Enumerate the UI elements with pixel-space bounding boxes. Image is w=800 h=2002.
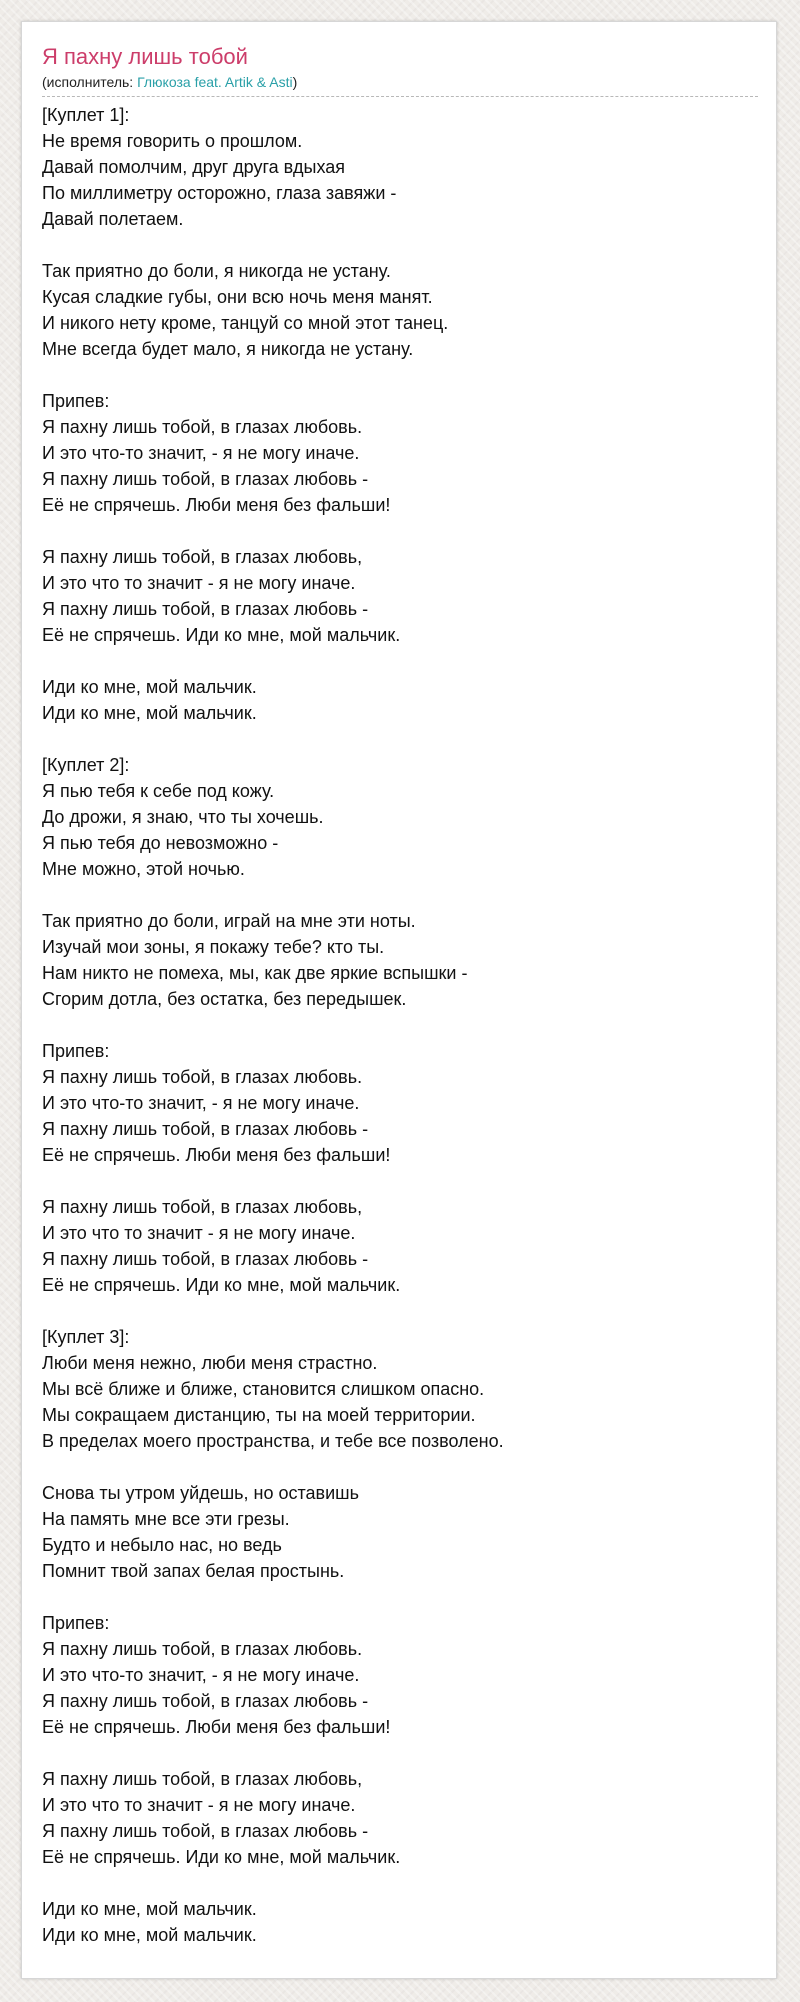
lyric-line: Я пахну лишь тобой, в глазах любовь -: [42, 1119, 369, 1139]
lyrics-stanza: [42, 258, 758, 362]
lyric-line: Изучай мои зоны, я покажу тебе? кто ты.: [42, 937, 385, 957]
lyric-line: Не время говорить о прошлом.: [42, 131, 303, 151]
lyric-line: Я пахну лишь тобой, в глазах любовь.: [42, 1067, 363, 1087]
lyric-line: Я пахну лишь тобой, в глазах любовь.: [42, 1639, 363, 1659]
lyrics-stanza: [42, 544, 758, 648]
lyric-line: Я пахну лишь тобой, в глазах любовь -: [42, 1249, 369, 1269]
lyric-line: Будто и небыло нас, но ведь: [42, 1535, 282, 1555]
lyric-line: Я пью тебя до невозможно -: [42, 833, 279, 853]
lyric-line: Припев:: [42, 391, 110, 411]
lyrics-stanza: [42, 388, 758, 518]
lyric-line: Снова ты утром уйдешь, но оставишь: [42, 1483, 359, 1503]
lyric-line: Её не спрячешь. Люби меня без фальши!: [42, 1145, 391, 1165]
lyric-line: Мне можно, этой ночью.: [42, 859, 245, 879]
lyric-line: Так приятно до боли, я никогда не устану.: [42, 261, 391, 281]
lyric-line: Давай полетаем.: [42, 209, 184, 229]
lyrics-text: [42, 102, 758, 1974]
lyric-line: Я пью тебя к себе под кожу.: [42, 781, 275, 801]
lyric-line: И никого нету кроме, танцуй со мной этот танец.: [42, 313, 449, 333]
lyric-line: Я пахну лишь тобой, в глазах любовь -: [42, 1821, 369, 1841]
lyric-line: И это что-то значит, - я не могу иначе.: [42, 443, 360, 463]
lyric-line: Её не спрячешь. Люби меня без фальши!: [42, 1717, 391, 1737]
lyric-line: Помнит твой запах белая простынь.: [42, 1561, 345, 1581]
lyric-line: [Куплет 1]:: [42, 105, 130, 125]
lyric-line: Её не спрячешь. Иди ко мне, мой мальчик.: [42, 1275, 401, 1295]
lyrics-stanza: [42, 1896, 758, 1948]
lyrics-stanza: [42, 1766, 758, 1870]
lyric-line: Мы всё ближе и ближе, становится слишком опасно.: [42, 1379, 485, 1399]
lyric-line: Я пахну лишь тобой, в глазах любовь -: [42, 1691, 369, 1711]
lyric-line: Припев:: [42, 1613, 110, 1633]
lyric-line: Люби меня нежно, люби меня страстно.: [42, 1353, 378, 1373]
lyrics-stanza: [42, 752, 758, 882]
lyrics-stanza: [42, 1038, 758, 1168]
lyric-line: Мне всегда будет мало, я никогда не устану.: [42, 339, 414, 359]
lyric-line: Так приятно до боли, играй на мне эти ноты.: [42, 911, 416, 931]
lyric-line: Иди ко мне, мой мальчик.: [42, 703, 257, 723]
lyric-line: Её не спрячешь. Люби меня без фальши!: [42, 495, 391, 515]
lyric-line: До дрожи, я знаю, что ты хочешь.: [42, 807, 324, 827]
lyric-line: Я пахну лишь тобой, в глазах любовь.: [42, 417, 363, 437]
lyric-line: Я пахну лишь тобой, в глазах любовь -: [42, 599, 369, 619]
lyric-line: Я пахну лишь тобой, в глазах любовь,: [42, 1197, 363, 1217]
song-title: Я пахну лишь тобой: [42, 44, 248, 69]
lyric-line: И это что то значит - я не могу иначе.: [42, 1795, 356, 1815]
lyrics-card: [21, 21, 777, 1979]
lyric-line: Её не спрячешь. Иди ко мне, мой мальчик.: [42, 1847, 401, 1867]
lyric-line: Нам никто не помеха, мы, как две яркие вспышки -: [42, 963, 468, 983]
lyrics-stanza: [42, 908, 758, 1012]
performer-line: [42, 73, 297, 91]
performer-suffix: ): [292, 74, 298, 90]
lyric-line: Иди ко мне, мой мальчик.: [42, 1925, 257, 1945]
lyrics-stanza: [42, 674, 758, 726]
lyric-line: [Куплет 2]:: [42, 755, 130, 775]
performer-prefix: (исполнитель:: [42, 74, 138, 90]
lyric-line: [Куплет 3]:: [42, 1327, 130, 1347]
song-header: [42, 44, 758, 97]
lyric-line: В пределах моего пространства, и тебе все позволено.: [42, 1431, 504, 1451]
lyrics-stanza: [42, 1480, 758, 1584]
lyrics-stanza: [42, 1610, 758, 1740]
performer-link[interactable]: Глюкоза feat. Artik & Asti: [137, 74, 293, 90]
lyrics-stanza: [42, 1194, 758, 1298]
lyric-line: И это что то значит - я не могу иначе.: [42, 573, 356, 593]
lyrics-stanza: [42, 102, 758, 232]
lyric-line: По миллиметру осторожно, глаза завяжи -: [42, 183, 397, 203]
lyric-line: Иди ко мне, мой мальчик.: [42, 677, 257, 697]
lyric-line: Припев:: [42, 1041, 110, 1061]
lyric-line: И это что то значит - я не могу иначе.: [42, 1223, 356, 1243]
lyric-line: И это что-то значит, - я не могу иначе.: [42, 1093, 360, 1113]
lyric-line: Кусая сладкие губы, они всю ночь меня манят.: [42, 287, 433, 307]
lyric-line: Иди ко мне, мой мальчик.: [42, 1899, 257, 1919]
lyrics-stanza: [42, 1324, 758, 1454]
lyric-line: Давай помолчим, друг друга вдыхая: [42, 157, 346, 177]
lyric-line: Мы сокращаем дистанцию, ты на моей территории.: [42, 1405, 476, 1425]
lyric-line: Её не спрячешь. Иди ко мне, мой мальчик.: [42, 625, 401, 645]
lyric-line: На память мне все эти грезы.: [42, 1509, 290, 1529]
lyric-line: Сгорим дотла, без остатка, без передышек.: [42, 989, 407, 1009]
lyric-line: И это что-то значит, - я не могу иначе.: [42, 1665, 360, 1685]
lyric-line: Я пахну лишь тобой, в глазах любовь,: [42, 547, 363, 567]
lyric-line: Я пахну лишь тобой, в глазах любовь,: [42, 1769, 363, 1789]
lyric-line: Я пахну лишь тобой, в глазах любовь -: [42, 469, 369, 489]
